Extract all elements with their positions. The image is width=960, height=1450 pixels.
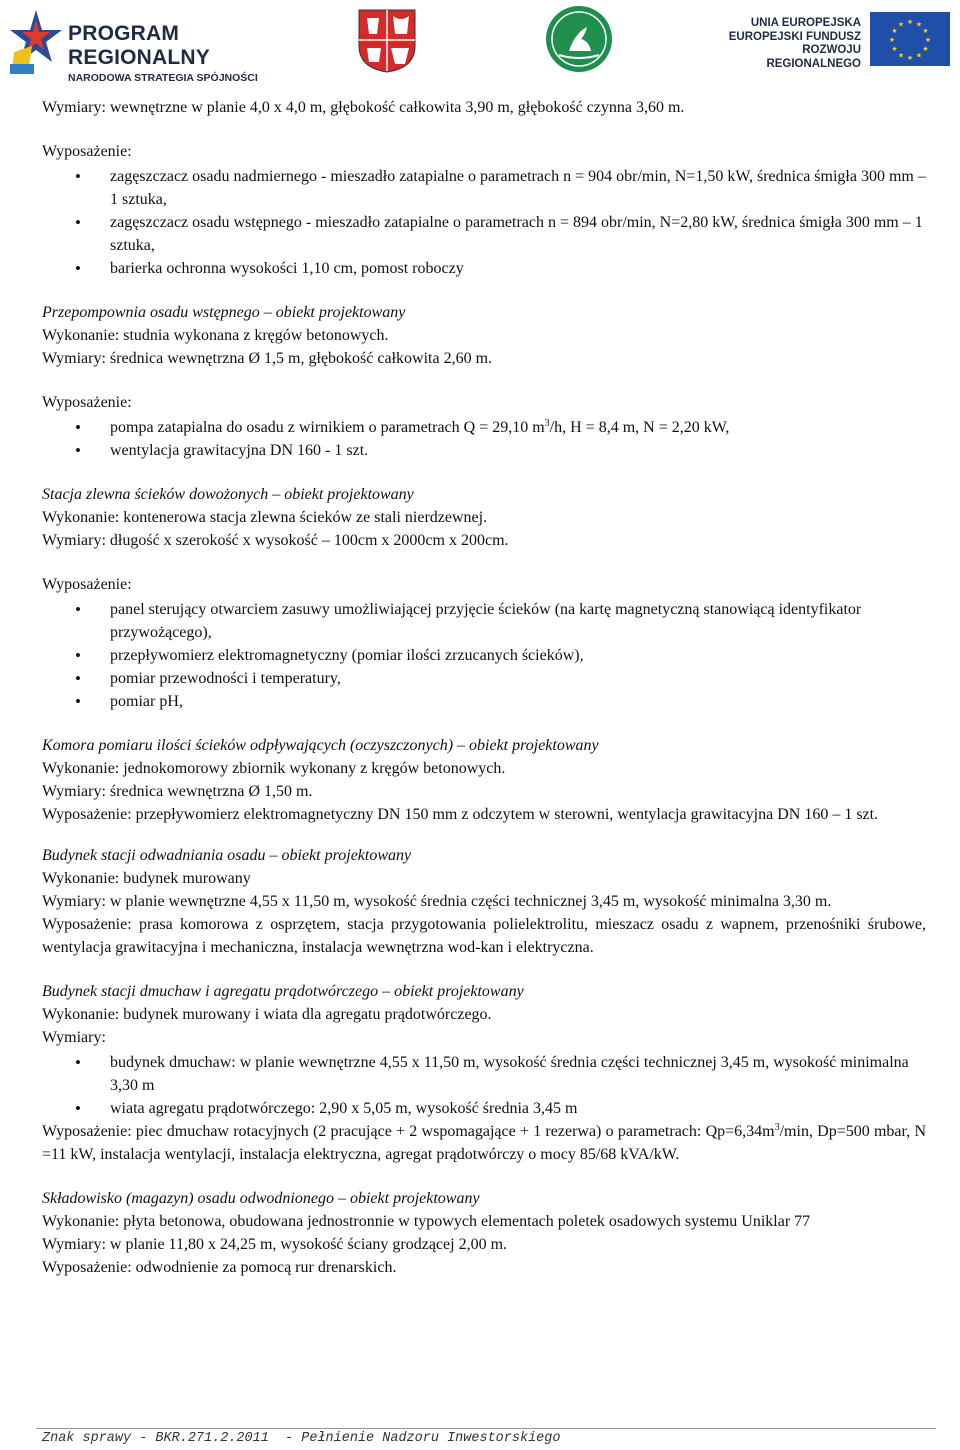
list-item: • zagęszczacz osadu wstępnego - mieszadło zatapialne o parametrach n = 894 obr/min, N=2,80 kW, średnica śmigła 300 mm – 1 sztuka, <box>42 211 926 257</box>
s5-eq-sup: 3 <box>774 1122 780 1133</box>
list-item: • wentylacja grawitacyjna DN 160 - 1 szt. <box>42 439 926 462</box>
svg-text:★: ★ <box>915 20 923 29</box>
program-regionalny-logo <box>8 2 308 84</box>
s1-item1-a: pompa zatapialna do osadu z wirnikiem o parametrach Q = 29,10 m <box>110 419 545 436</box>
star-logo-icon <box>8 2 64 76</box>
s4-equipment: Wyposażenie: prasa komorowa z osprzętem, stacja przygotowania polielektrolitu, mieszacz osadu z wapnem, przenośniki śrubowe, wentylacja grawitacyjna i mechaniczna, instalacja wewnętrzna wod-kan i elektryczna. <box>42 916 926 956</box>
s3-equipment: Wyposażenie: przepływomierz elektromagnetyczny DN 150 mm z odczytem w sterowni, wentylacja grawitacyjna DN 160 – 1 szt. <box>42 806 879 823</box>
eu-fund-logo <box>725 12 951 68</box>
svg-text:★: ★ <box>897 51 905 60</box>
svg-text:★: ★ <box>922 27 929 35</box>
svg-text:★: ★ <box>906 54 914 62</box>
voivodeship-crest-icon <box>357 8 417 74</box>
svg-text:★: ★ <box>888 36 896 44</box>
s4-title: Budynek stacji odwadniania osadu – obiekt projektowany <box>42 847 412 864</box>
svg-text:★: ★ <box>924 36 932 44</box>
s5-eq-b: /min, Dp=500 mbar, N =11 kW, instalacja wentylacji, instalacja elektryczna, agregat prądotwórczy o mocy 85/68 kVA/kW. <box>42 1123 927 1163</box>
s5-dimensions-list <box>42 1051 926 1120</box>
s5-equipment <box>42 1120 926 1166</box>
list-item: • wiata agregatu prądotwórczego: 2,90 x 5,05 m, wysokość średnia 3,45 m <box>42 1097 926 1120</box>
s5-execution: Wykonanie: budynek murowany i wiata dla agregatu prądotwórczego. <box>42 1006 492 1023</box>
s1-title: Przepompownia osadu wstępnego – obiekt projektowany <box>42 304 406 321</box>
list-item: • pomiar pH, <box>42 690 926 713</box>
program-subtitle: NARODOWA STRATEGIA SPÓJNOŚCI <box>68 72 258 84</box>
s4-dimensions: Wymiary: w planie wewnętrzne 4,55 x 11,50 m, wysokość średnia części technicznej 3,45 m, wysokość minimalna 3,30 m. <box>42 893 832 910</box>
page-header <box>0 0 960 84</box>
s0-dimensions: Wymiary: wewnętrzne w planie 4,0 x 4,0 m, głębokość całkowita 3,90 m, głębokość czynna 3,60 m. <box>42 99 685 116</box>
s1-dimensions: Wymiary: średnica wewnętrzna Ø 1,5 m, głębokość całkowita 2,60 m. <box>42 350 493 367</box>
s0-equipment-label: Wyposażenie: <box>42 143 132 160</box>
list-item: • zagęszczacz osadu nadmiernego - mieszadło zatapialne o parametrach n = 904 obr/min, N=1,50 kW, średnica śmigła 300 mm – 1 sztuka, <box>42 165 926 211</box>
s2-equipment-list <box>42 598 926 713</box>
svg-text:★: ★ <box>922 45 929 53</box>
eu-flag-icon <box>870 12 950 66</box>
eu-line-2: EUROPEJSKI FUNDUSZ <box>728 30 861 43</box>
program-title: PROGRAM REGIONALNY <box>68 22 211 69</box>
s0-equipment-list <box>42 165 926 280</box>
s1-equipment-list <box>42 416 926 462</box>
s3-execution: Wykonanie: jednokomorowy zbiornik wykonany z kręgów betonowych. <box>42 760 506 777</box>
s3-title: Komora pomiaru ilości ścieków odpływających (oczyszczonych) – obiekt projektowany <box>42 737 599 754</box>
s2-equipment-label: Wyposażenie: <box>42 576 132 593</box>
s1-item1-b: /h, H = 8,4 m, N = 2,20 kW, <box>549 419 730 436</box>
svg-text:★: ★ <box>897 20 905 29</box>
list-item: • panel sterujący otwarciem zasuwy umożliwiającej przyjęcie ścieków (na kartę magnetyczną stanowiącą identyfikator przywożącego), <box>42 598 926 644</box>
list-item: • przepływomierz elektromagnetyczny (pomiar ilości zrzucanych ścieków), <box>42 644 926 667</box>
s2-execution: Wykonanie: kontenerowa stacja zlewna ścieków ze stali nierdzewnej. <box>42 509 488 526</box>
eu-line-3: ROZWOJU REGIONALNEGO <box>766 44 861 70</box>
s1-item1-sup: 3 <box>544 418 550 429</box>
page-footer: Znak sprawy - BKR.271.2.2011 - Pełnienie Nadzoru Inwestorskiego <box>42 1431 561 1446</box>
svg-text:★: ★ <box>906 18 914 26</box>
green-bird-logo-icon <box>545 5 613 73</box>
s2-dimensions: Wymiary: długość x szerokość x wysokość – 100cm x 2000cm x 200cm. <box>42 532 509 549</box>
s5-title: Budynek stacji dmuchaw i agregatu prądotwórczego – obiekt projektowany <box>42 983 524 1000</box>
s4-execution: Wykonanie: budynek murowany <box>42 870 251 887</box>
list-item: • barierka ochronna wysokości 1,10 cm, pomost roboczy <box>42 257 926 280</box>
s3-dimensions: Wymiary: średnica wewnętrzna Ø 1,50 m. <box>42 783 313 800</box>
s2-title: Stacja zlewna ścieków dowożonych – obiekt projektowany <box>42 486 414 503</box>
s5-eq-a: Wyposażenie: piec dmuchaw rotacyjnych (2 pracujące + 2 wspomagające + 1 rezerwa) o parametrach: Qp=6,34m <box>42 1123 775 1140</box>
s5-dimensions-label: Wymiary: <box>42 1029 106 1046</box>
s6-dimensions: Wymiary: w planie 11,80 x 24,25 m, wysokość ściany grodzącej 2,00 m. <box>42 1236 508 1253</box>
eu-line-1: UNIA EUROPEJSKA <box>750 17 861 29</box>
s1-equipment-label: Wyposażenie: <box>42 394 132 411</box>
document-body <box>42 96 926 1279</box>
list-item: • pomiar przewodności i temperatury, <box>42 667 926 690</box>
list-item <box>42 416 926 439</box>
list-item: • budynek dmuchaw: w planie wewnętrzne 4,55 x 11,50 m, wysokość średnia części technicznej 3,45 m, wysokość minimalna 3,30 m <box>42 1051 926 1097</box>
svg-text:★: ★ <box>915 51 923 60</box>
s1-execution: Wykonanie: studnia wykonana z kręgów betonowych. <box>42 327 389 344</box>
svg-text:★: ★ <box>891 27 898 35</box>
svg-text:★: ★ <box>891 45 898 53</box>
footer-divider <box>36 1428 936 1429</box>
s6-execution: Wykonanie: płyta betonowa, obudowana jednostronnie w typowych elementach poletek osadowych systemu Uniklar 77 <box>42 1213 811 1230</box>
s6-title: Składowisko (magazyn) osadu odwodnionego – obiekt projektowany <box>42 1190 480 1207</box>
s6-equipment: Wyposażenie: odwodnienie za pomocą rur drenarskich. <box>42 1259 397 1276</box>
